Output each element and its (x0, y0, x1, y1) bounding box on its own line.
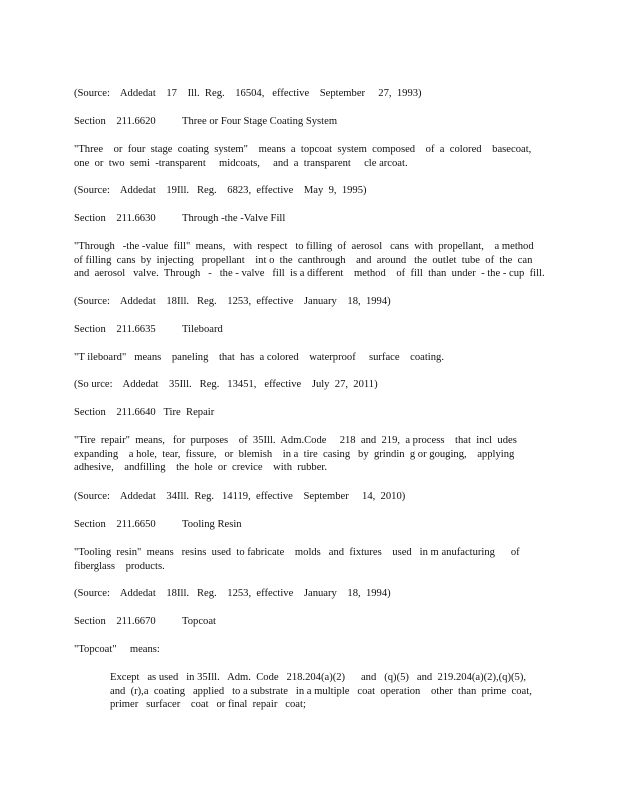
paragraph-line: one or two semi -transparent midcoats, and a transparent cle arcoat. (74, 157, 408, 169)
paragraph-line: and aerosol valve. Through - the - valve fill is a different method of fill than under - the - cup fill. (74, 268, 545, 280)
section-title: Tileboard (182, 324, 223, 335)
definition-paragraph (74, 351, 544, 365)
source-note (74, 295, 544, 309)
section-heading (74, 406, 544, 420)
section-number: Section 211.6640 Tire Repair (74, 407, 215, 418)
paragraph-line: "Tooling resin" means resins used to fabricate molds and fixtures used in m anufacturing of (74, 547, 520, 558)
paragraph-line: "Three or four stage coating system" means a topcoat system composed of a colored basecoat, (74, 144, 532, 155)
definition-paragraph (74, 240, 544, 281)
paragraph-line: and (r),a coating applied to a substrate in a multiple coat operation other than prime coat, (110, 685, 532, 697)
section-number: Section 211.6650 (74, 519, 156, 530)
definition-paragraph (74, 643, 544, 657)
source-note (74, 87, 544, 101)
section-title: Through -the -Valve Fill (182, 213, 286, 224)
section-number: Section 211.6635 (74, 324, 156, 335)
source-text: (So urce: Addedat 35Ill. Reg. 13451, effective July 27, 2011) (74, 379, 378, 390)
definition-paragraph (74, 546, 544, 573)
section-number: Section 211.6630 (74, 213, 156, 224)
source-text: (Source: Addedat 34Ill. Reg. 14119, effective September 14, 2010) (74, 491, 406, 502)
paragraph-line: "Through -the -value fill" means, with respect to filling of aerosol cans with propellant, a method (74, 241, 534, 252)
section-heading (74, 518, 544, 532)
source-note (74, 587, 544, 601)
source-text: (Source: Addedat 19Ill. Reg. 6823, effective May 9, 1995) (74, 185, 367, 196)
indented-subparagraph (110, 671, 550, 712)
paragraph-line: expanding a hole, tear, fissure, or blemish in a tire casing by grindin g or gouging, applying (74, 448, 515, 460)
source-note (74, 184, 544, 198)
source-note (74, 490, 544, 504)
definition-paragraph (74, 143, 544, 170)
paragraph-line: "Tire repair" means, for purposes of 35Ill. Adm.Code 218 and 219, a process that incl udes (74, 435, 517, 446)
section-heading (74, 212, 544, 226)
section-heading (74, 323, 544, 337)
paragraph-line: of filling cans by injecting propellant int o the canthrough and around the outlet tube of the can (74, 254, 533, 266)
paragraph-line: Except as used in 35Ill. Adm. Code 218.204(a)(2) and (q)(5) and 219.204(a)(2),(q)(5), (110, 672, 526, 683)
paragraph-line: adhesive, andfilling the hole or crevice with rubber. (74, 462, 327, 474)
section-title: Topcoat (182, 616, 216, 627)
paragraph-line: primer surfacer coat or final repair coat; (110, 699, 306, 711)
source-text: (Source: Addedat 18Ill. Reg. 1253, effective January 18, 1994) (74, 588, 391, 599)
section-heading (74, 115, 544, 129)
section-title: Tooling Resin (182, 519, 242, 530)
source-text: (Source: Addedat 17 Ill. Reg. 16504, effective September 27, 1993) (74, 88, 422, 99)
paragraph-line: fiberglass products. (74, 560, 165, 572)
section-number: Section 211.6620 (74, 116, 156, 127)
source-text: (Source: Addedat 18Ill. Reg. 1253, effective January 18, 1994) (74, 296, 391, 307)
paragraph-line: "Topcoat" means: (74, 644, 160, 655)
source-note (74, 378, 544, 392)
definition-paragraph (74, 434, 544, 475)
paragraph-line: "T ileboard" means paneling that has a colored waterproof surface coating. (74, 352, 444, 363)
section-title: Three or Four Stage Coating System (182, 116, 338, 127)
section-heading (74, 615, 544, 629)
section-number: Section 211.6670 (74, 616, 156, 627)
